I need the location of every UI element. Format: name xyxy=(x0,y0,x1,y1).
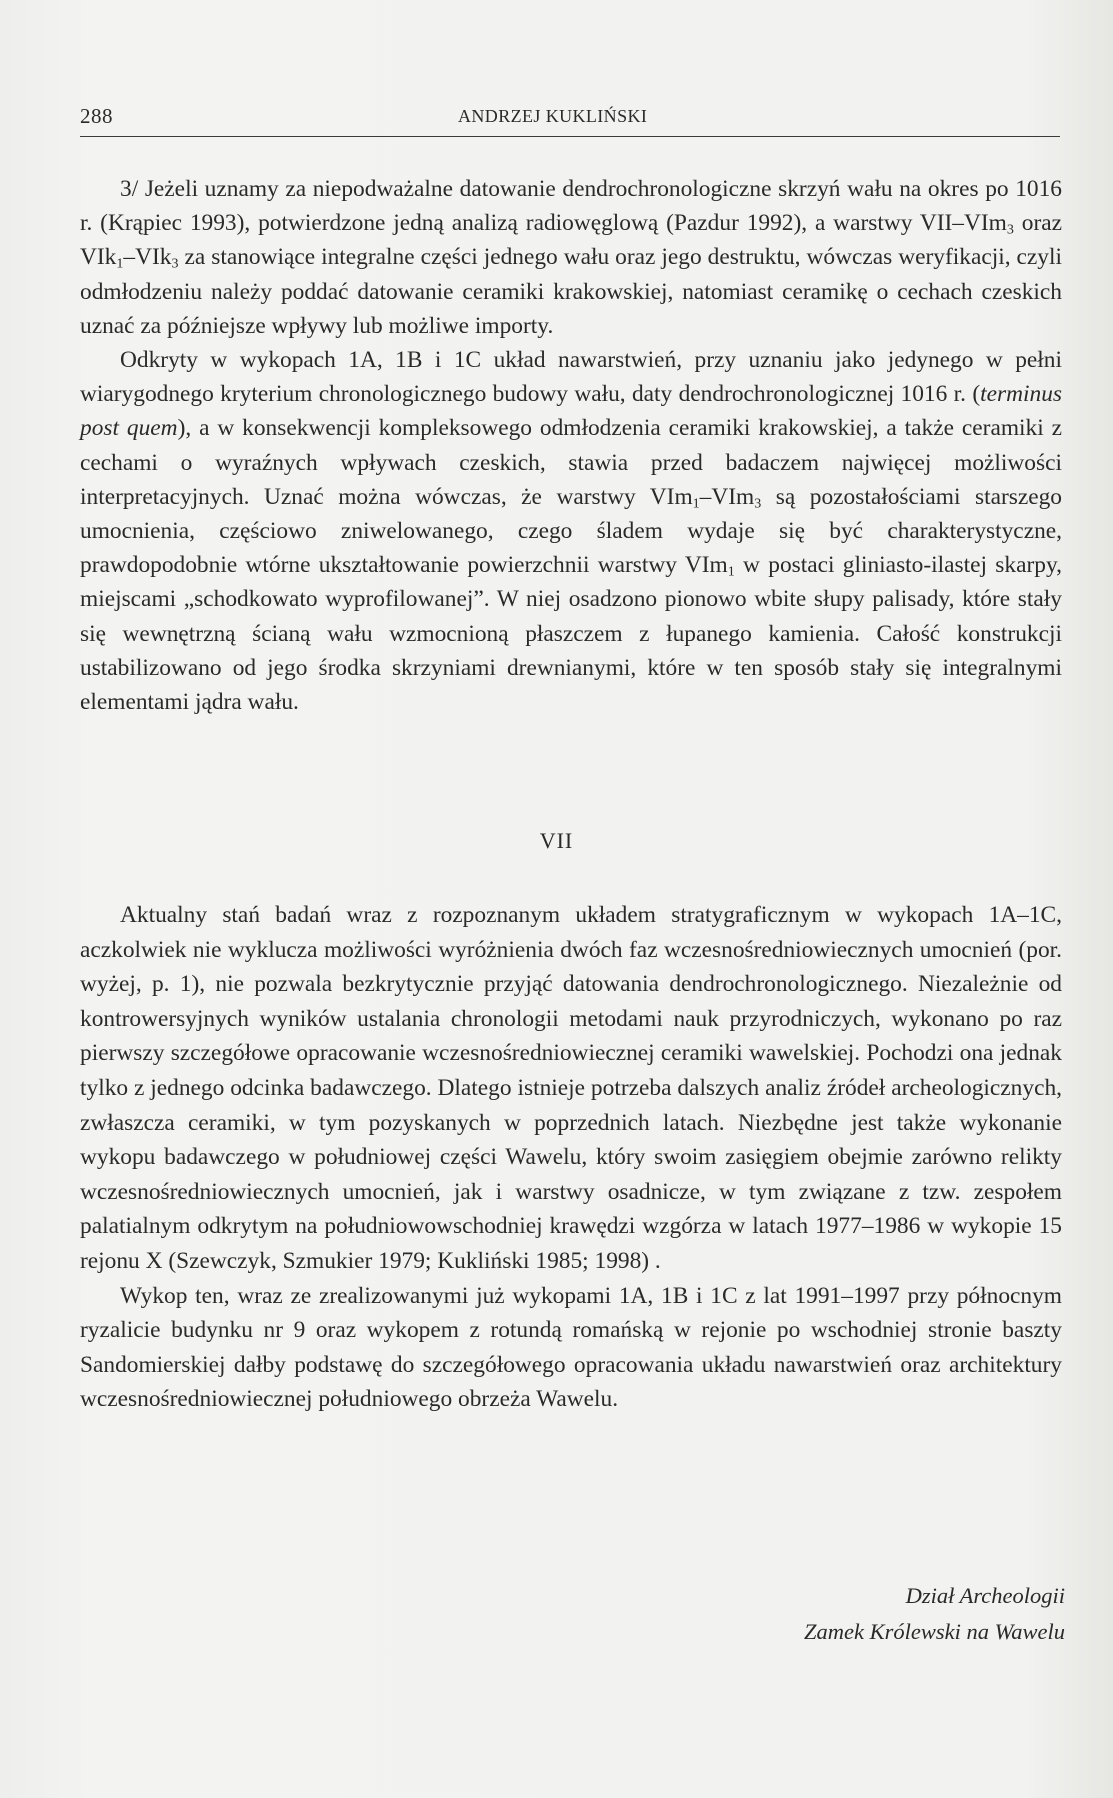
affiliation-department: Dział Archeologii xyxy=(905,1583,1065,1608)
section-heading-roman-numeral: VII xyxy=(539,828,574,853)
page-number: 288 xyxy=(80,104,113,128)
author-affiliation xyxy=(804,1578,1065,1650)
paragraph-dating-conclusion: 3/ Jeżeli uznamy za niepodważalne datowanie dendrochronologiczne skrzyń wału na okres po 1016 r. (Krąpiec 1993), potwierdzone jedną analizą radiowęglową (Pazdur 1992), a warstwy VII–VIm$_3$ oraz VIk$_1$–VIk$_3$ za stanowiące integralne części jednego wału oraz jego destruktu, wówczas weryfikacji, czyli odmłodzeniu należy poddać datowanie ceramiki krakowskiej, natomiast ceramikę o cechach czeskich uznać za późniejsze wpływy lub możliwe importy. xyxy=(80,176,1062,339)
running-head-author: ANDRZEJ KUKLIŃSKI xyxy=(458,106,648,126)
section-one-text xyxy=(80,172,1062,719)
affiliation-institution: Zamek Królewski na Wawelu xyxy=(803,1619,1065,1644)
paragraph-stratigraphy-interpretation: Odkryty w wykopach 1A, 1B i 1C układ nawarstwień, przy uznaniu jako jedynego w pełni wiarygodnego kryterium chronologicznego budowy wału, daty dendrochronologicznej 1016 r. (terminus post quem), a w konsekwencji kompleksowego odmłodzenia ceramiki krakowskiej, a także ceramiki z cechami o wyraźnych wpływach czeskich, stawia przed badaczem najwięcej możliwości interpretacyjnych. Uznać można wówczas, że warstwy VIm$_1$–VIm$_3$ są pozostałościami starszego umocnienia, częściowo zniwelowanego, czego śladem wydaje się być charakterystyczne, prawdopodobnie wtórne ukształtowanie powierzchnii warstwy VIm$_1$ w postaci gliniasto-ilastej skarpy, miejscami „schodkowato wyprofilowanej”. W niej osadzono pionowo wbite słupy palisady, które stały się wewnętrzną ścianą wału wzmocnioną płaszczem z łupanego kamienia. Całość konstrukcji ustabilizowano od jego środka skrzyniami drewnianymi, które w ten sposób stały się integralnymi elementami jądra wału. xyxy=(80,347,1062,716)
page-header xyxy=(80,100,1060,137)
paragraph-research-status: Aktualny stań badań wraz z rozpoznanym układem stratygraficznym w wykopach 1A–1C, aczkolwiek nie wyklucza możliwości wyróżnienia dwóch faz wczesnośredniowiecznych umocnień (por. wyżej, p. 1), nie pozwala bezkrytycznie przyjąć datowania dendrochronologicznego. Niezależnie od kontrowersyjnych wyników ustalania chronologii metodami nauk przyrodniczych, wykonano po raz pierwszy szczegółowe opracowanie wczesnośredniowiecznej ceramiki wawelskiej. Pochodzi ona jednak tylko z jednego odcinka badawczego. Dlatego istnieje potrzeba dalszych analiz źródeł archeologicznych, zwłaszcza ceramiki, w tym pozyskanych w poprzednich latach. Niezbędne jest także wykonanie wykopu badawczego w południowej części Wawelu, który swoim zasięgiem obejmie zarówno relikty wczesnośredniowiecznych umocnień, jak i warstwy osadnicze, w tym związane z tzw. zespołem palatialnym odkrytym na południowowschodniej krawędzi wzgórza w latach 1977–1986 w wykopie 15 rejonu X (Szewczyk, Szmukier 1979; Kukliński 1985; 1998) . xyxy=(80,902,1062,1274)
section-two-text xyxy=(80,898,1062,1417)
paragraph-excavation-plan: Wykop ten, wraz ze zrealizowanymi już wykopami 1A, 1B i 1C z lat 1991–1997 przy północnym ryzalicie budynku nr 9 oraz wykopem z rotundą romańską w rejonie po wschodniej stronie baszty Sandomierskiej dałby podstawę do szczegółowego opracowania układu nawarstwień oraz architektury wczesnośredniowiecznej południowego obrzeża Wawelu. xyxy=(80,1282,1062,1413)
